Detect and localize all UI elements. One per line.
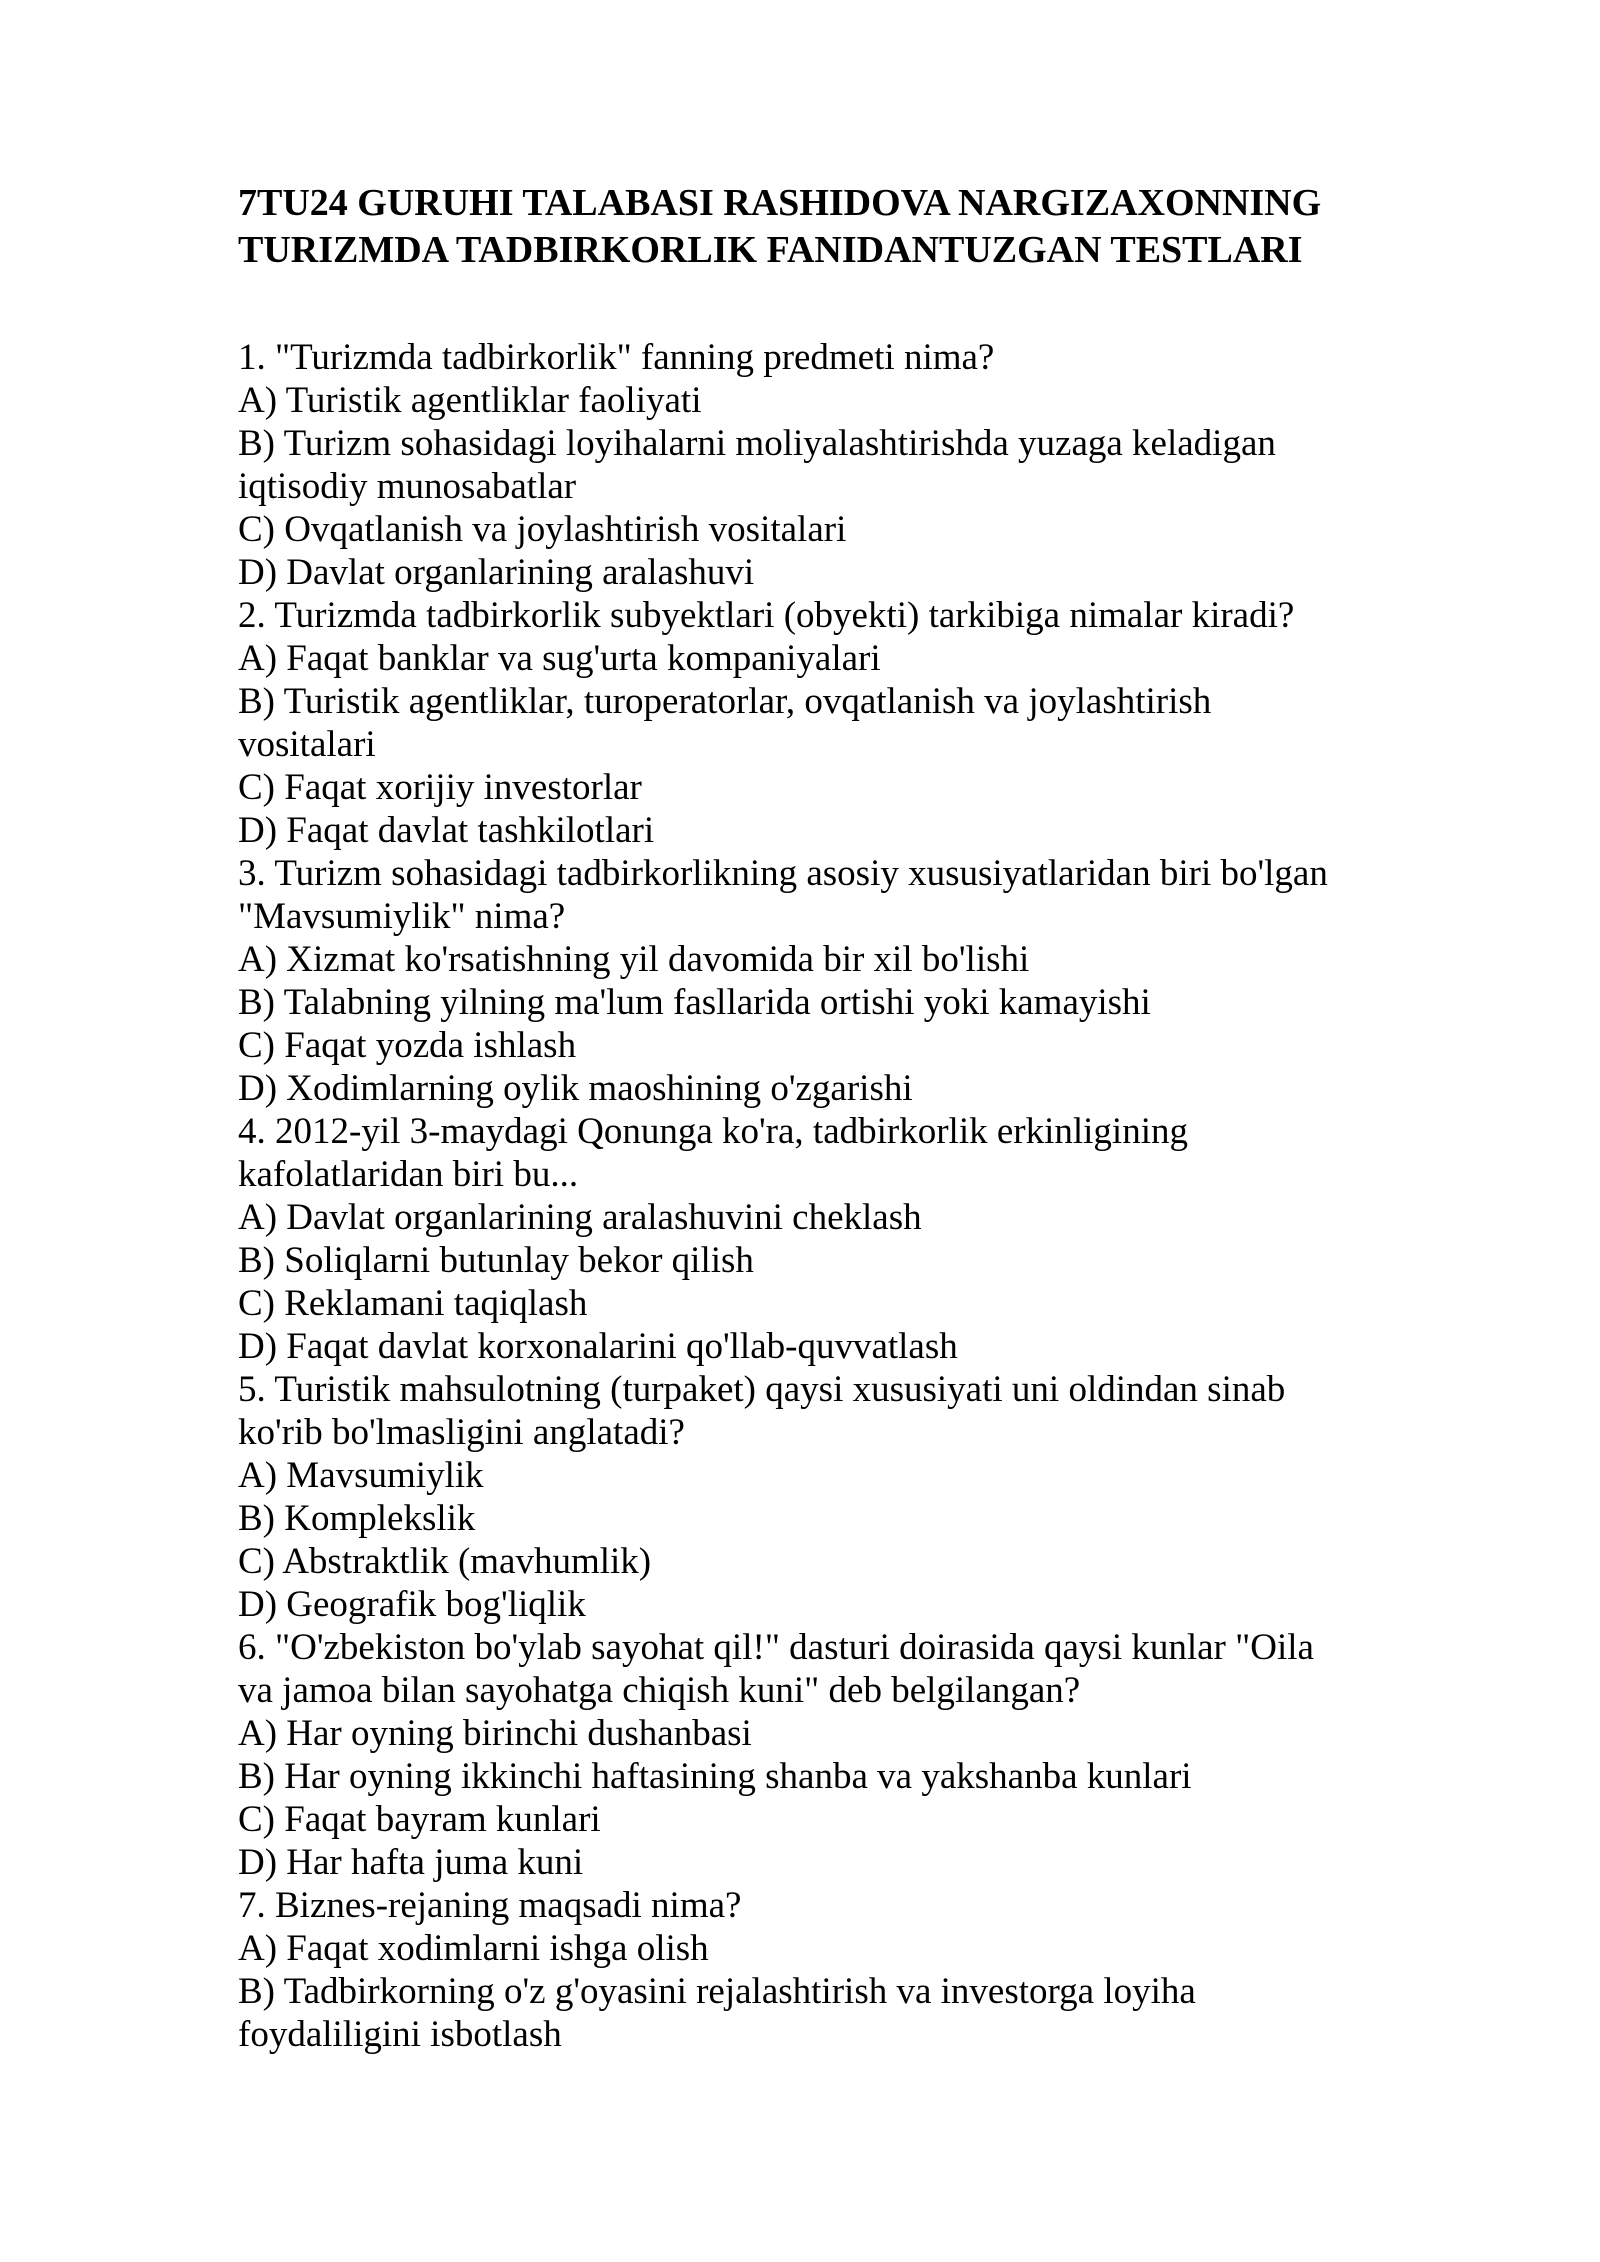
- question-text: 6. "O'zbekiston bo'ylab sayohat qil!" dasturi doirasida qaysi kunlar "Oila va jamoa bilan sayohatga chiqish kuni" deb belgilangan?: [238, 1627, 1314, 1711]
- answer-option-d: D) Davlat organlarining aralashuvi: [238, 552, 755, 593]
- answer-option-b: B) Turistik agentliklar, turoperatorlar, ovqatlanish va joylashtirish vositalari: [238, 681, 1212, 765]
- answer-option-b: B) Komplekslik: [238, 1498, 476, 1539]
- answer-option-a: A) Mavsumiylik: [238, 1455, 484, 1496]
- answer-option-c: C) Faqat yozda ishlash: [238, 1025, 577, 1066]
- answer-option-b: B) Tadbirkorning o'z g'oyasini rejalashtirish va investorga loyiha foydaliligini isbotlash: [238, 1971, 1196, 2055]
- question-block: [238, 1368, 1344, 1626]
- answer-option-c: C) Reklamani taqiqlash: [238, 1283, 588, 1324]
- question-text: 7. Biznes-rejaning maqsadi nima?: [238, 1885, 742, 1926]
- question-block: [238, 852, 1344, 1110]
- question-text: 3. Turizm sohasidagi tadbirkorlikning asosiy xususiyatlaridan biri bo'lgan "Mavsumiylik" nima?: [238, 853, 1328, 937]
- question-text: 2. Turizmda tadbirkorlik subyektlari (obyekti) tarkibiga nimalar kiradi?: [238, 595, 1295, 636]
- answer-option-a: A) Xizmat ko'rsatishning yil davomida bir xil bo'lishi: [238, 939, 1030, 980]
- question-list: [238, 336, 1344, 2056]
- question-block: [238, 1884, 1344, 2056]
- question-block: [238, 1110, 1344, 1368]
- question-text: 1. "Turizmda tadbirkorlik" fanning predmeti nima?: [238, 337, 995, 378]
- answer-option-a: A) Faqat xodimlarni ishga olish: [238, 1928, 709, 1969]
- document-content: [238, 180, 1344, 2056]
- answer-option-a: A) Davlat organlarining aralashuvini cheklash: [238, 1197, 922, 1238]
- question-text: 4. 2012-yil 3-maydagi Qonunga ko'ra, tadbirkorlik erkinligining kafolatlaridan biri bu...: [238, 1111, 1188, 1195]
- answer-option-d: D) Xodimlarning oylik maoshining o'zgarishi: [238, 1068, 913, 1109]
- answer-option-c: C) Faqat bayram kunlari: [238, 1799, 601, 1840]
- answer-option-b: B) Turizm sohasidagi loyihalarni moliyalashtirishda yuzaga keladigan iqtisodiy munosabatlar: [238, 423, 1276, 507]
- answer-option-d: D) Faqat davlat korxonalarini qo'llab-quvvatlash: [238, 1326, 958, 1367]
- answer-option-b: B) Talabning yilning ma'lum fasllarida ortishi yoki kamayishi: [238, 982, 1151, 1023]
- document-title-line-1: 7TU24 GURUHI TALABASI RASHIDOVA NARGIZAXONNING: [238, 182, 1322, 224]
- document-title-line-2: TURIZMDA TADBIRKORLIK FANIDANTUZGAN TESTLARI: [238, 229, 1303, 271]
- answer-option-c: C) Abstraktlik (mavhumlik): [238, 1541, 652, 1582]
- answer-option-d: D) Faqat davlat tashkilotlari: [238, 810, 655, 851]
- question-block: [238, 336, 1344, 594]
- question-text: 5. Turistik mahsulotning (turpaket) qaysi xususiyati uni oldindan sinab ko'rib bo'lmasligini anglatadi?: [238, 1369, 1286, 1453]
- answer-option-c: C) Faqat xorijiy investorlar: [238, 767, 642, 808]
- answer-option-d: D) Geografik bog'liqlik: [238, 1584, 586, 1625]
- answer-option-c: C) Ovqatlanish va joylashtirish vositalari: [238, 509, 847, 550]
- document-title: [238, 180, 1344, 274]
- answer-option-a: A) Faqat banklar va sug'urta kompaniyalari: [238, 638, 881, 679]
- answer-option-a: A) Har oyning birinchi dushanbasi: [238, 1713, 752, 1754]
- answer-option-d: D) Har hafta juma kuni: [238, 1842, 584, 1883]
- question-block: [238, 1626, 1344, 1884]
- question-block: [238, 594, 1344, 852]
- answer-option-b: B) Soliqlarni butunlay bekor qilish: [238, 1240, 754, 1281]
- answer-option-a: A) Turistik agentliklar faoliyati: [238, 380, 702, 421]
- answer-option-b: B) Har oyning ikkinchi haftasining shanba va yakshanba kunlari: [238, 1756, 1192, 1797]
